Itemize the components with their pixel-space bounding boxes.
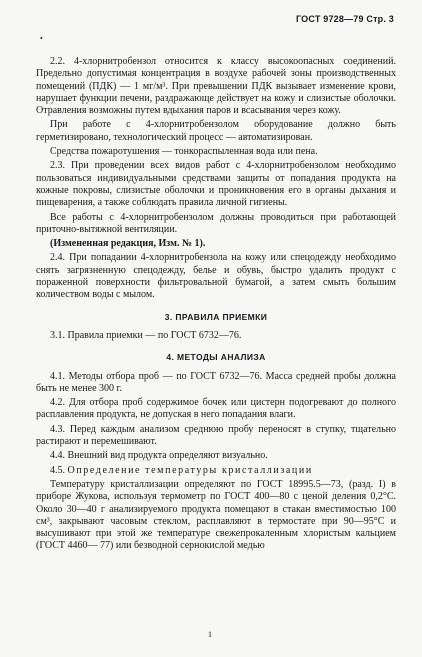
page-mark: 1 [208, 630, 212, 639]
paragraph-4-4: 4.4. Внешний вид продукта определяют визуально. [50, 450, 268, 462]
paragraph-4-5-title: Определение температуры кристаллизации [67, 464, 313, 476]
paragraph-4-5-number: 4.5. [50, 464, 65, 476]
paragraph-4-1: 4.1. Методы отбора проб — по ГОСТ 6732—76. Масса средней пробы должна быть не менее 300 г. [36, 370, 396, 394]
page-header: ГОСТ 9728—79 Стр. 3 [295, 14, 394, 24]
paragraph-crystallization: Температуру кристаллизации определяют по ГОСТ 18995.5—73, (разд. I) в приборе Жукова, используя термометр по ГОСТ 400—80 с ценой деления 0,2°С. Около 30—40 г анализируемого продукта помещают в стакан вместимостью 100 см³, закрывают часовым стеклом, расплавляют в термостате при 90—95°С и высушивают при этой же температуре свежепрокаленным хлористым кальцием (ГОСТ 4460— 77) или безводной сернокислой медью [36, 478, 396, 552]
section-3-heading: 3. ПРАВИЛА ПРИЕМКИ [164, 311, 268, 322]
paragraph-4-3: 4.3. Перед каждым анализом среднюю пробу переносят в ступку, тщательно растирают и перемешивают. [36, 423, 396, 448]
section-4-heading: 4. МЕТОДЫ АНАЛИЗА [166, 352, 266, 363]
paragraph-fire-means: Средства пожаротушения — тонкораспыленная вода или пена. [50, 146, 318, 158]
paragraph-2-3: 2.3. При проведении всех видов работ с 4-хлорнитробензолом необходимо пользоваться индивидуальными средствами защиты от попадания продукта на кожные покровы, слизистые оболочки и проникновения его в органы дыхания и пищеварения, а также соблюдать правила личной гигиены. [36, 160, 396, 209]
document-body [36, 56, 396, 555]
paragraph-2-4: 2.4. При попадании 4-хлорнитробензола на кожу или спецодежду необходимо снять загрязненную спецодежду, белье и обувь, быстро удалить продукт с пораженной поверхности фильтровальной бумагой, а затем смыть большим количеством воды с мылом. [36, 252, 396, 301]
paragraph-3-1: 3.1. Правила приемки — по ГОСТ 6732—76. [50, 329, 242, 341]
edition-note: (Измененная редакция, Изм. № 1). [50, 238, 206, 250]
paragraph-ventilation: Все работы с 4-хлорнитробензолом должны проводиться при работающей приточно-вытяжной вентиляции. [36, 211, 396, 235]
paragraph-4-5 [36, 465, 396, 477]
paragraph-2-2: 2.2. 4-хлорнитробензол относится к классу высокоопасных соединений. Предельно допустимая концентрация в воздухе рабочей зоны производственных помещений (ПДК) — 1 мг/м³. При превышении ПДК вызывает изменение крови, нарушает функции печени, раздражающе действует на кожу и слизистые оболочки. Отравления возможны путем вдыхания паров и всасывания через кожу. [36, 56, 396, 117]
bullet-mark: • [40, 34, 43, 43]
paragraph-4-2: 4.2. Для отбора проб содержимое бочек или цистерн подогревают до полного расплавления продукта, не допуская в него попадания влаги. [36, 397, 396, 421]
paragraph-equipment: При работе с 4-хлорнитробензолом оборудование должно быть герметизировано, технологический процесс — автоматизирован. [36, 119, 396, 143]
